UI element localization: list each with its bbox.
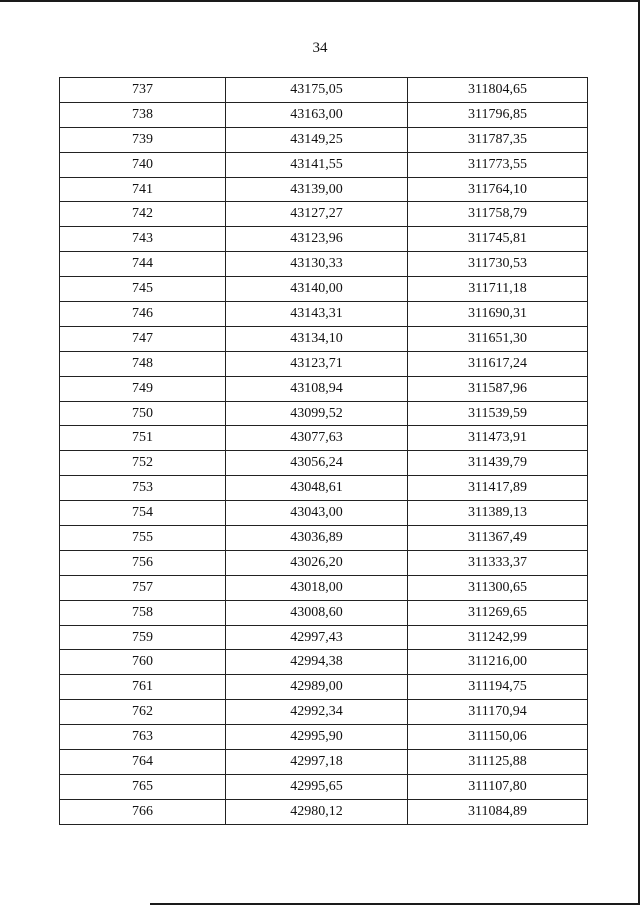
table-row	[60, 326, 588, 351]
point-number-cell: 747	[60, 326, 226, 351]
y-coordinate-cell: 311439,79	[408, 451, 588, 476]
point-number-cell: 760	[60, 650, 226, 675]
y-coordinate-cell: 311084,89	[408, 799, 588, 824]
table-row	[60, 550, 588, 575]
x-coordinate-cell: 43140,00	[226, 277, 408, 302]
point-number-cell: 741	[60, 177, 226, 202]
table-row	[60, 675, 588, 700]
x-coordinate-cell: 43026,20	[226, 550, 408, 575]
table-row	[60, 227, 588, 252]
x-coordinate-cell: 42994,38	[226, 650, 408, 675]
point-number-cell: 744	[60, 252, 226, 277]
point-number-cell: 751	[60, 426, 226, 451]
coordinates-table	[59, 77, 588, 825]
point-number-cell: 738	[60, 102, 226, 127]
point-number-cell: 749	[60, 376, 226, 401]
y-coordinate-cell: 311617,24	[408, 351, 588, 376]
table-row	[60, 152, 588, 177]
y-coordinate-cell: 311367,49	[408, 526, 588, 551]
point-number-cell: 764	[60, 750, 226, 775]
table-row	[60, 401, 588, 426]
point-number-cell: 739	[60, 127, 226, 152]
point-number-cell: 753	[60, 476, 226, 501]
y-coordinate-cell: 311773,55	[408, 152, 588, 177]
y-coordinate-cell: 311170,94	[408, 700, 588, 725]
x-coordinate-cell: 43127,27	[226, 202, 408, 227]
point-number-cell: 761	[60, 675, 226, 700]
page-number: 34	[312, 40, 328, 56]
y-coordinate-cell: 311711,18	[408, 277, 588, 302]
y-coordinate-cell: 311690,31	[408, 302, 588, 327]
x-coordinate-cell: 43036,89	[226, 526, 408, 551]
point-number-cell: 757	[60, 575, 226, 600]
y-coordinate-cell: 311745,81	[408, 227, 588, 252]
table-row	[60, 476, 588, 501]
table-row	[60, 202, 588, 227]
x-coordinate-cell: 42995,90	[226, 725, 408, 750]
table-row	[60, 625, 588, 650]
point-number-cell: 755	[60, 526, 226, 551]
point-number-cell: 737	[60, 78, 226, 103]
point-number-cell: 748	[60, 351, 226, 376]
x-coordinate-cell: 42989,00	[226, 675, 408, 700]
table-row	[60, 700, 588, 725]
point-number-cell: 763	[60, 725, 226, 750]
table-row	[60, 277, 588, 302]
y-coordinate-cell: 311269,65	[408, 600, 588, 625]
x-coordinate-cell: 43141,55	[226, 152, 408, 177]
table-row	[60, 501, 588, 526]
x-coordinate-cell: 43163,00	[226, 102, 408, 127]
y-coordinate-cell: 311651,30	[408, 326, 588, 351]
point-number-cell: 765	[60, 774, 226, 799]
table-row	[60, 102, 588, 127]
point-number-cell: 746	[60, 302, 226, 327]
point-number-cell: 759	[60, 625, 226, 650]
x-coordinate-cell: 43139,00	[226, 177, 408, 202]
x-coordinate-cell: 42992,34	[226, 700, 408, 725]
y-coordinate-cell: 311796,85	[408, 102, 588, 127]
point-number-cell: 752	[60, 451, 226, 476]
y-coordinate-cell: 311333,37	[408, 550, 588, 575]
x-coordinate-cell: 43108,94	[226, 376, 408, 401]
x-coordinate-cell: 43077,63	[226, 426, 408, 451]
x-coordinate-cell: 43143,31	[226, 302, 408, 327]
y-coordinate-cell: 311194,75	[408, 675, 588, 700]
table-row	[60, 650, 588, 675]
y-coordinate-cell: 311417,89	[408, 476, 588, 501]
y-coordinate-cell: 311242,99	[408, 625, 588, 650]
x-coordinate-cell: 43018,00	[226, 575, 408, 600]
point-number-cell: 758	[60, 600, 226, 625]
x-coordinate-cell: 43048,61	[226, 476, 408, 501]
x-coordinate-cell: 42997,43	[226, 625, 408, 650]
y-coordinate-cell: 311764,10	[408, 177, 588, 202]
x-coordinate-cell: 42995,65	[226, 774, 408, 799]
table-row	[60, 351, 588, 376]
table-row	[60, 177, 588, 202]
table-row	[60, 426, 588, 451]
y-coordinate-cell: 311730,53	[408, 252, 588, 277]
x-coordinate-cell: 43130,33	[226, 252, 408, 277]
x-coordinate-cell: 43123,71	[226, 351, 408, 376]
y-coordinate-cell: 311787,35	[408, 127, 588, 152]
x-coordinate-cell: 43056,24	[226, 451, 408, 476]
point-number-cell: 756	[60, 550, 226, 575]
table-row	[60, 302, 588, 327]
point-number-cell: 743	[60, 227, 226, 252]
y-coordinate-cell: 311150,06	[408, 725, 588, 750]
x-coordinate-cell: 42980,12	[226, 799, 408, 824]
point-number-cell: 762	[60, 700, 226, 725]
point-number-cell: 754	[60, 501, 226, 526]
point-number-cell: 742	[60, 202, 226, 227]
scan-edge-top	[0, 0, 640, 2]
table-row	[60, 600, 588, 625]
y-coordinate-cell: 311758,79	[408, 202, 588, 227]
table-row	[60, 750, 588, 775]
table-row	[60, 252, 588, 277]
table-row	[60, 451, 588, 476]
x-coordinate-cell: 43008,60	[226, 600, 408, 625]
x-coordinate-cell: 43123,96	[226, 227, 408, 252]
y-coordinate-cell: 311125,88	[408, 750, 588, 775]
y-coordinate-cell: 311216,00	[408, 650, 588, 675]
table-row	[60, 127, 588, 152]
point-number-cell: 740	[60, 152, 226, 177]
point-number-cell: 750	[60, 401, 226, 426]
x-coordinate-cell: 43134,10	[226, 326, 408, 351]
table-row	[60, 799, 588, 824]
y-coordinate-cell: 311587,96	[408, 376, 588, 401]
x-coordinate-cell: 43099,52	[226, 401, 408, 426]
table-row	[60, 575, 588, 600]
table-row	[60, 774, 588, 799]
x-coordinate-cell: 43043,00	[226, 501, 408, 526]
y-coordinate-cell: 311473,91	[408, 426, 588, 451]
y-coordinate-cell: 311539,59	[408, 401, 588, 426]
table-row	[60, 78, 588, 103]
table-row	[60, 725, 588, 750]
coordinates-table-body	[60, 78, 588, 825]
y-coordinate-cell: 311804,65	[408, 78, 588, 103]
y-coordinate-cell: 311300,65	[408, 575, 588, 600]
point-number-cell: 745	[60, 277, 226, 302]
x-coordinate-cell: 43149,25	[226, 127, 408, 152]
x-coordinate-cell: 43175,05	[226, 78, 408, 103]
y-coordinate-cell: 311389,13	[408, 501, 588, 526]
x-coordinate-cell: 42997,18	[226, 750, 408, 775]
table-row	[60, 376, 588, 401]
point-number-cell: 766	[60, 799, 226, 824]
y-coordinate-cell: 311107,80	[408, 774, 588, 799]
table-row	[60, 526, 588, 551]
